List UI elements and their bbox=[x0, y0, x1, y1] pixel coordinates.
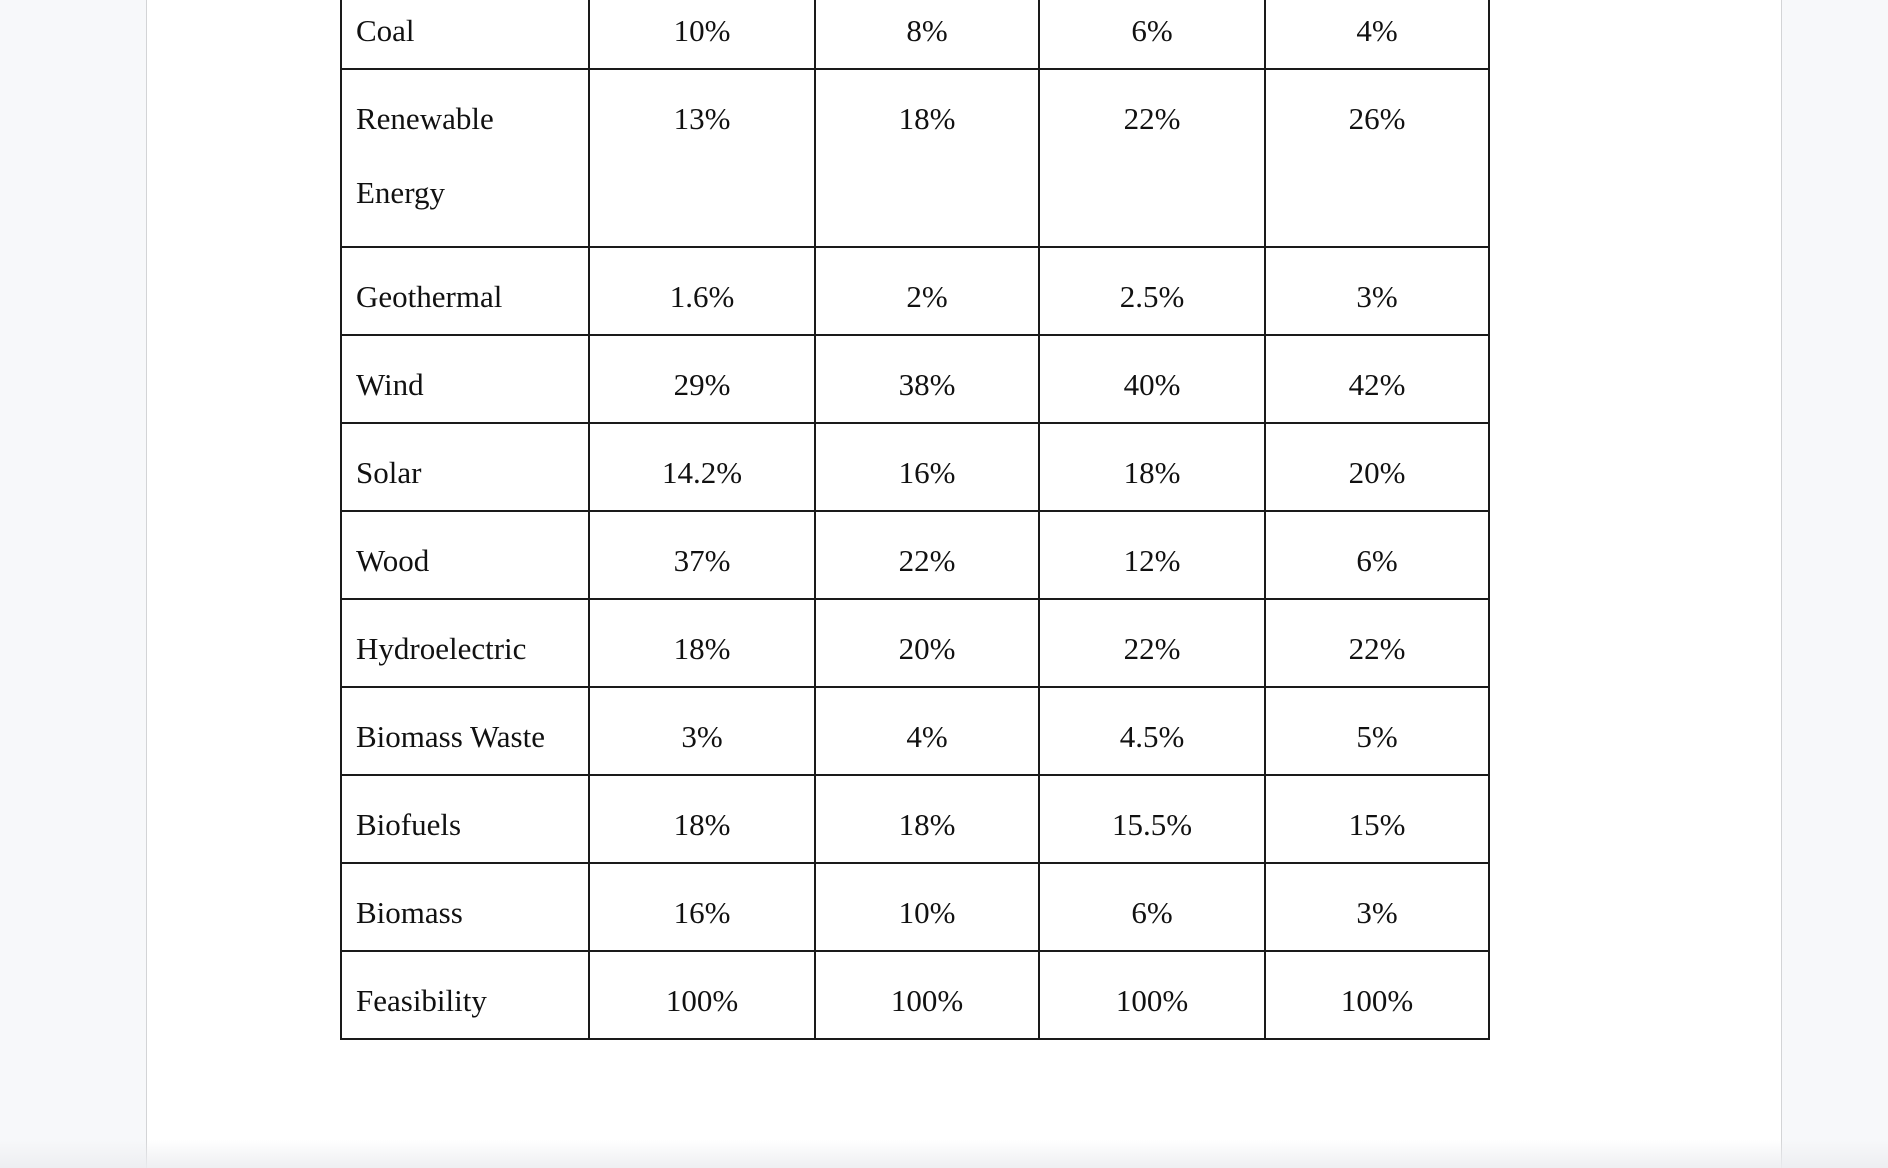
row-label: Coal bbox=[341, 0, 589, 69]
row-label: Biomass bbox=[341, 863, 589, 951]
table-cell: 16% bbox=[815, 423, 1039, 511]
row-label: Solar bbox=[341, 423, 589, 511]
table-cell: 2% bbox=[815, 247, 1039, 335]
table-cell: 6% bbox=[1039, 863, 1265, 951]
table-cell: 18% bbox=[589, 775, 815, 863]
table-cell: 18% bbox=[815, 69, 1039, 247]
table-cell: 10% bbox=[589, 0, 815, 69]
table-cell: 6% bbox=[1039, 0, 1265, 69]
table-cell: 16% bbox=[589, 863, 815, 951]
table-cell: 4.5% bbox=[1039, 687, 1265, 775]
table-cell: 18% bbox=[1039, 423, 1265, 511]
row-label: Wind bbox=[341, 335, 589, 423]
row-label: Biomass Waste bbox=[341, 687, 589, 775]
bottom-fade bbox=[0, 1140, 1888, 1168]
table-cell: 22% bbox=[1265, 599, 1489, 687]
table-cell: 40% bbox=[1039, 335, 1265, 423]
table-cell: 100% bbox=[1039, 951, 1265, 1039]
row-label: Biofuels bbox=[341, 775, 589, 863]
table-cell: 13% bbox=[589, 69, 815, 247]
table-cell: 8% bbox=[815, 0, 1039, 69]
table-cell: 20% bbox=[1265, 423, 1489, 511]
table-cell: 22% bbox=[815, 511, 1039, 599]
row-label: Wood bbox=[341, 511, 589, 599]
table-cell: 15% bbox=[1265, 775, 1489, 863]
table-cell: 22% bbox=[1039, 599, 1265, 687]
table-row bbox=[341, 599, 1489, 687]
table-cell: 100% bbox=[1265, 951, 1489, 1039]
table-cell: 29% bbox=[589, 335, 815, 423]
table-cell: 12% bbox=[1039, 511, 1265, 599]
table-cell: 6% bbox=[1265, 511, 1489, 599]
row-label: Feasibility bbox=[341, 951, 589, 1039]
table-cell: 4% bbox=[1265, 0, 1489, 69]
table-row bbox=[341, 0, 1489, 69]
table-row bbox=[341, 863, 1489, 951]
table-cell: 3% bbox=[1265, 863, 1489, 951]
table-row bbox=[341, 775, 1489, 863]
table-row bbox=[341, 511, 1489, 599]
table-cell: 100% bbox=[589, 951, 815, 1039]
table-cell: 4% bbox=[815, 687, 1039, 775]
table-cell: 1.6% bbox=[589, 247, 815, 335]
table-cell: 15.5% bbox=[1039, 775, 1265, 863]
table-row bbox=[341, 69, 1489, 247]
table-cell: 100% bbox=[815, 951, 1039, 1039]
table-cell: 14.2% bbox=[589, 423, 815, 511]
table-row bbox=[341, 951, 1489, 1039]
table-cell: 22% bbox=[1039, 69, 1265, 247]
table-row bbox=[341, 687, 1489, 775]
table-row bbox=[341, 335, 1489, 423]
table-cell: 2.5% bbox=[1039, 247, 1265, 335]
row-label: Hydroelectric bbox=[341, 599, 589, 687]
document-page bbox=[146, 0, 1782, 1168]
table-cell: 26% bbox=[1265, 69, 1489, 247]
table-cell: 5% bbox=[1265, 687, 1489, 775]
table-row bbox=[341, 423, 1489, 511]
energy-table bbox=[340, 0, 1490, 1040]
table-cell: 18% bbox=[815, 775, 1039, 863]
table-cell: 18% bbox=[589, 599, 815, 687]
table-cell: 10% bbox=[815, 863, 1039, 951]
table-cell: 3% bbox=[1265, 247, 1489, 335]
table-row bbox=[341, 247, 1489, 335]
row-label: Renewable Energy bbox=[341, 69, 589, 247]
table-cell: 20% bbox=[815, 599, 1039, 687]
table-cell: 3% bbox=[589, 687, 815, 775]
table-cell: 38% bbox=[815, 335, 1039, 423]
table-cell: 42% bbox=[1265, 335, 1489, 423]
table-cell: 37% bbox=[589, 511, 815, 599]
row-label: Geothermal bbox=[341, 247, 589, 335]
